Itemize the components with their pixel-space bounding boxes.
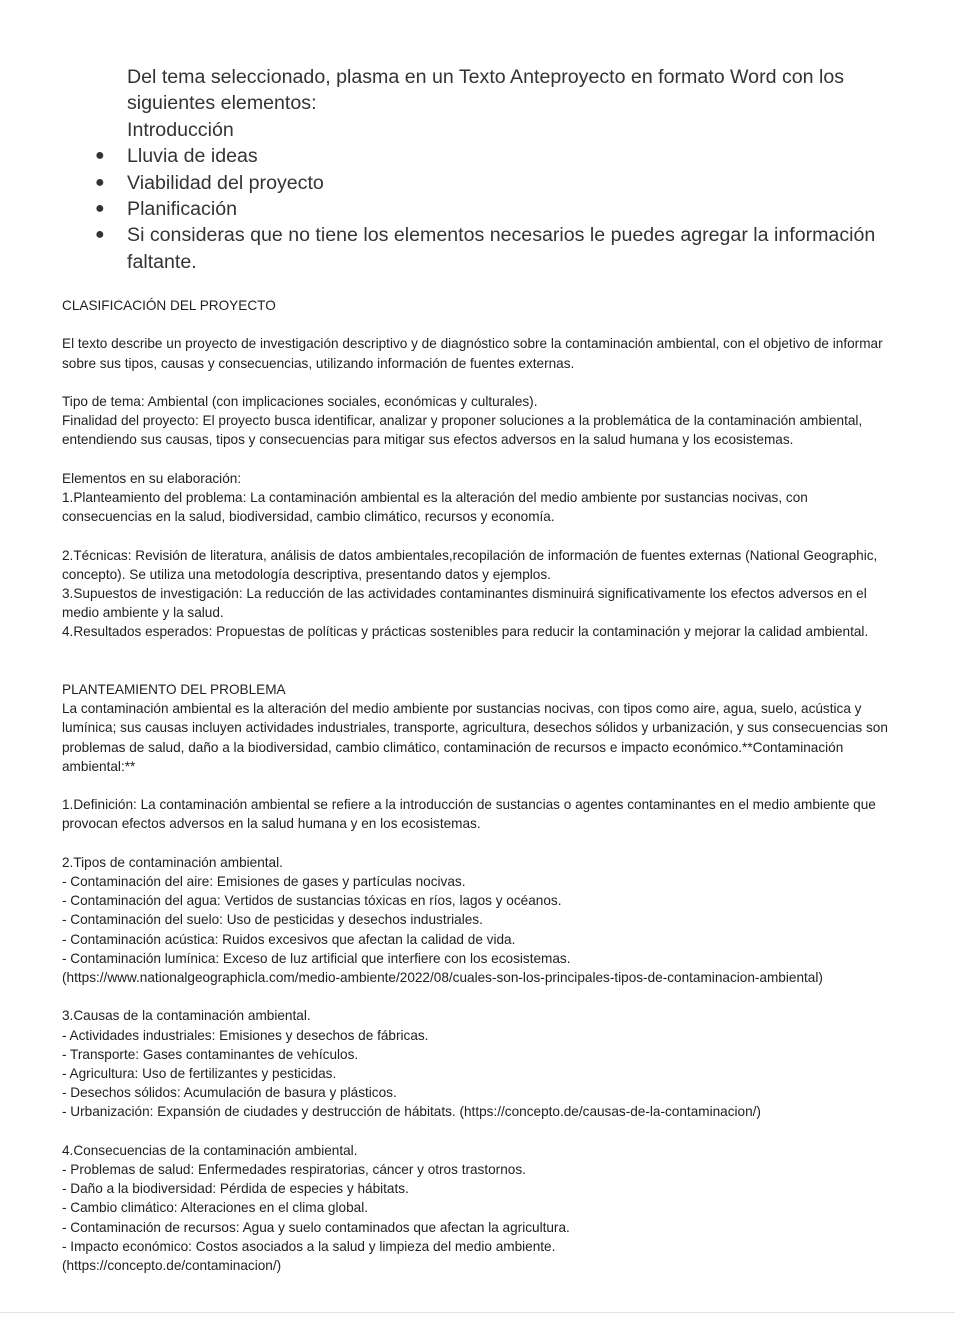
list-item: - Desechos sólidos: Acumulación de basura y plásticos. — [62, 1085, 397, 1101]
list-item-text: Planificación — [127, 198, 238, 221]
classification-heading: CLASIFICACIÓN DEL PROYECTO — [62, 298, 276, 313]
list-item: - Urbanización: Expansión de ciudades y destrucción de hábitats. (https://concepto.de/causas-de-la-contaminacion/) — [62, 1104, 761, 1120]
list-item: - Contaminación del agua: Vertidos de sustancias tóxicas en ríos, lagos y océanos. — [62, 893, 562, 909]
element-research-assumptions: 3.Supuestos de investigación: La reducción de las actividades contaminantes disminuirá significativamente los efectos adversos en el medio ambiente y la salud. — [62, 585, 867, 621]
assignment-instructions — [95, 64, 897, 275]
list-item-text: Si consideras que no tiene los elementos necesarios le puedes agregar la información faltante. — [127, 224, 876, 273]
project-purpose: Finalidad del proyecto: El proyecto busca identificar, analizar y proponer soluciones a la problemática de la contaminación ambiental, entendiendo sus causas, tipos y consecuencias para mitigar sus efectos adversos en la salud humana y los ecosistemas. — [62, 413, 863, 448]
list-item: - Cambio climático: Alteraciones en el clima global. — [62, 1200, 368, 1216]
list-item-text: Lluvia de ideas — [127, 145, 258, 168]
topic-type: Tipo de tema: Ambiental (con implicaciones sociales, económicas y culturales). — [62, 393, 538, 409]
types-heading: 2.Tipos de contaminación ambiental. — [62, 854, 283, 870]
consequences-heading: 4.Consecuencias de la contaminación ambiental. — [62, 1142, 358, 1158]
list-item — [95, 143, 897, 169]
problem-summary: La contaminación ambiental es la alteración del medio ambiente por sustancias nocivas, con tipos como aire, agua, suelo, acústica y lumínica; sus causas incluyen actividades industriales, transporte, agricultura, desechos sólidos y urbanización, y sus consecuencias son problemas de salud, daño a la biodiversidad, cambio climático, contaminación de recursos e impacto económico.**Contaminación ambiental:** — [62, 701, 888, 774]
types-source-link: (https://www.nationalgeographicla.com/medio-ambiente/2022/08/cuales-son-los-principales-tipos-de-contaminacion-ambiental) — [62, 970, 823, 985]
list-item: - Transporte: Gases contaminantes de vehículos. — [62, 1046, 359, 1062]
bullet-icon: ● — [95, 147, 105, 165]
list-item — [95, 196, 897, 222]
problem-heading: PLANTEAMIENTO DEL PROBLEMA — [62, 681, 286, 697]
list-item: - Contaminación de recursos: Agua y suelo contaminados que afectan la agricultura. — [62, 1219, 570, 1235]
instructions-item-introduccion: Introducción — [127, 118, 234, 141]
element-techniques: 2.Técnicas: Revisión de literatura, análisis de datos ambientales,recopilación de información de fuentes externas (National Geographic, concepto). Se utiliza una metodología descriptiva, presentando datos y ejemplos. — [62, 547, 878, 582]
list-item — [95, 170, 897, 196]
causes-heading: 3.Causas de la contaminación ambiental. — [62, 1008, 311, 1024]
document-body — [62, 296, 892, 1275]
list-item-text: Viabilidad del proyecto — [127, 171, 324, 194]
classification-description: El texto describe un proyecto de investigación descriptivo y de diagnóstico sobre la contaminación ambiental, con el objetivo de informar sobre sus tipos, causas y consecuencias, utilizando información de fuentes externas. — [62, 336, 883, 371]
problem-definition: 1.Definición: La contaminación ambiental se refiere a la introducción de sustancias o agentes contaminantes en el medio ambiente que provocan efectos adversos en la salud humana y en los ecosistemas. — [62, 797, 876, 832]
list-item — [95, 222, 897, 275]
bullet-icon: ● — [95, 200, 105, 218]
consequences-source-link: (https://concepto.de/contaminacion/) — [62, 1258, 282, 1274]
list-item: - Agricultura: Uso de fertilizantes y pesticidas. — [62, 1066, 337, 1081]
element-problem-statement: 1.Planteamiento del problema: La contaminación ambiental es la alteración del medio ambiente por sustancias nocivas, con consecuencias en la salud, biodiversidad, cambio climático, recursos y economía. — [62, 489, 808, 525]
element-expected-results: 4.Resultados esperados: Propuestas de políticas y prácticas sostenibles para reducir la contaminación y mejorar la calidad ambiental. — [62, 624, 869, 640]
list-item: - Contaminación acústica: Ruidos excesivos que afectan la calidad de vida. — [62, 931, 516, 947]
list-item: - Contaminación del aire: Emisiones de gases y partículas nocivas. — [62, 873, 466, 889]
list-item: - Contaminación del suelo: Uso de pesticidas y desechos industriales. — [62, 912, 483, 928]
list-item: - Daño a la biodiversidad: Pérdida de especies y hábitats. — [62, 1181, 409, 1197]
bullet-icon: ● — [95, 226, 105, 244]
list-item: - Contaminación lumínica: Exceso de luz artificial que interfiere con los ecosistemas. — [62, 950, 571, 966]
list-item: - Impacto económico: Costos asociados a la salud y limpieza del medio ambiente. — [62, 1238, 556, 1254]
elements-heading: Elementos en su elaboración: — [62, 470, 242, 486]
page-bottom-divider — [0, 1312, 955, 1313]
list-item: - Actividades industriales: Emisiones y desechos de fábricas. — [62, 1027, 429, 1043]
bullet-icon: ● — [95, 173, 105, 191]
instructions-bullet-list — [95, 143, 897, 275]
instructions-lead: Del tema seleccionado, plasma en un Texto Anteproyecto en formato Word con los siguientes elementos: — [127, 66, 845, 115]
list-item: - Problemas de salud: Enfermedades respiratorias, cáncer y otros trastornos. — [62, 1162, 526, 1177]
